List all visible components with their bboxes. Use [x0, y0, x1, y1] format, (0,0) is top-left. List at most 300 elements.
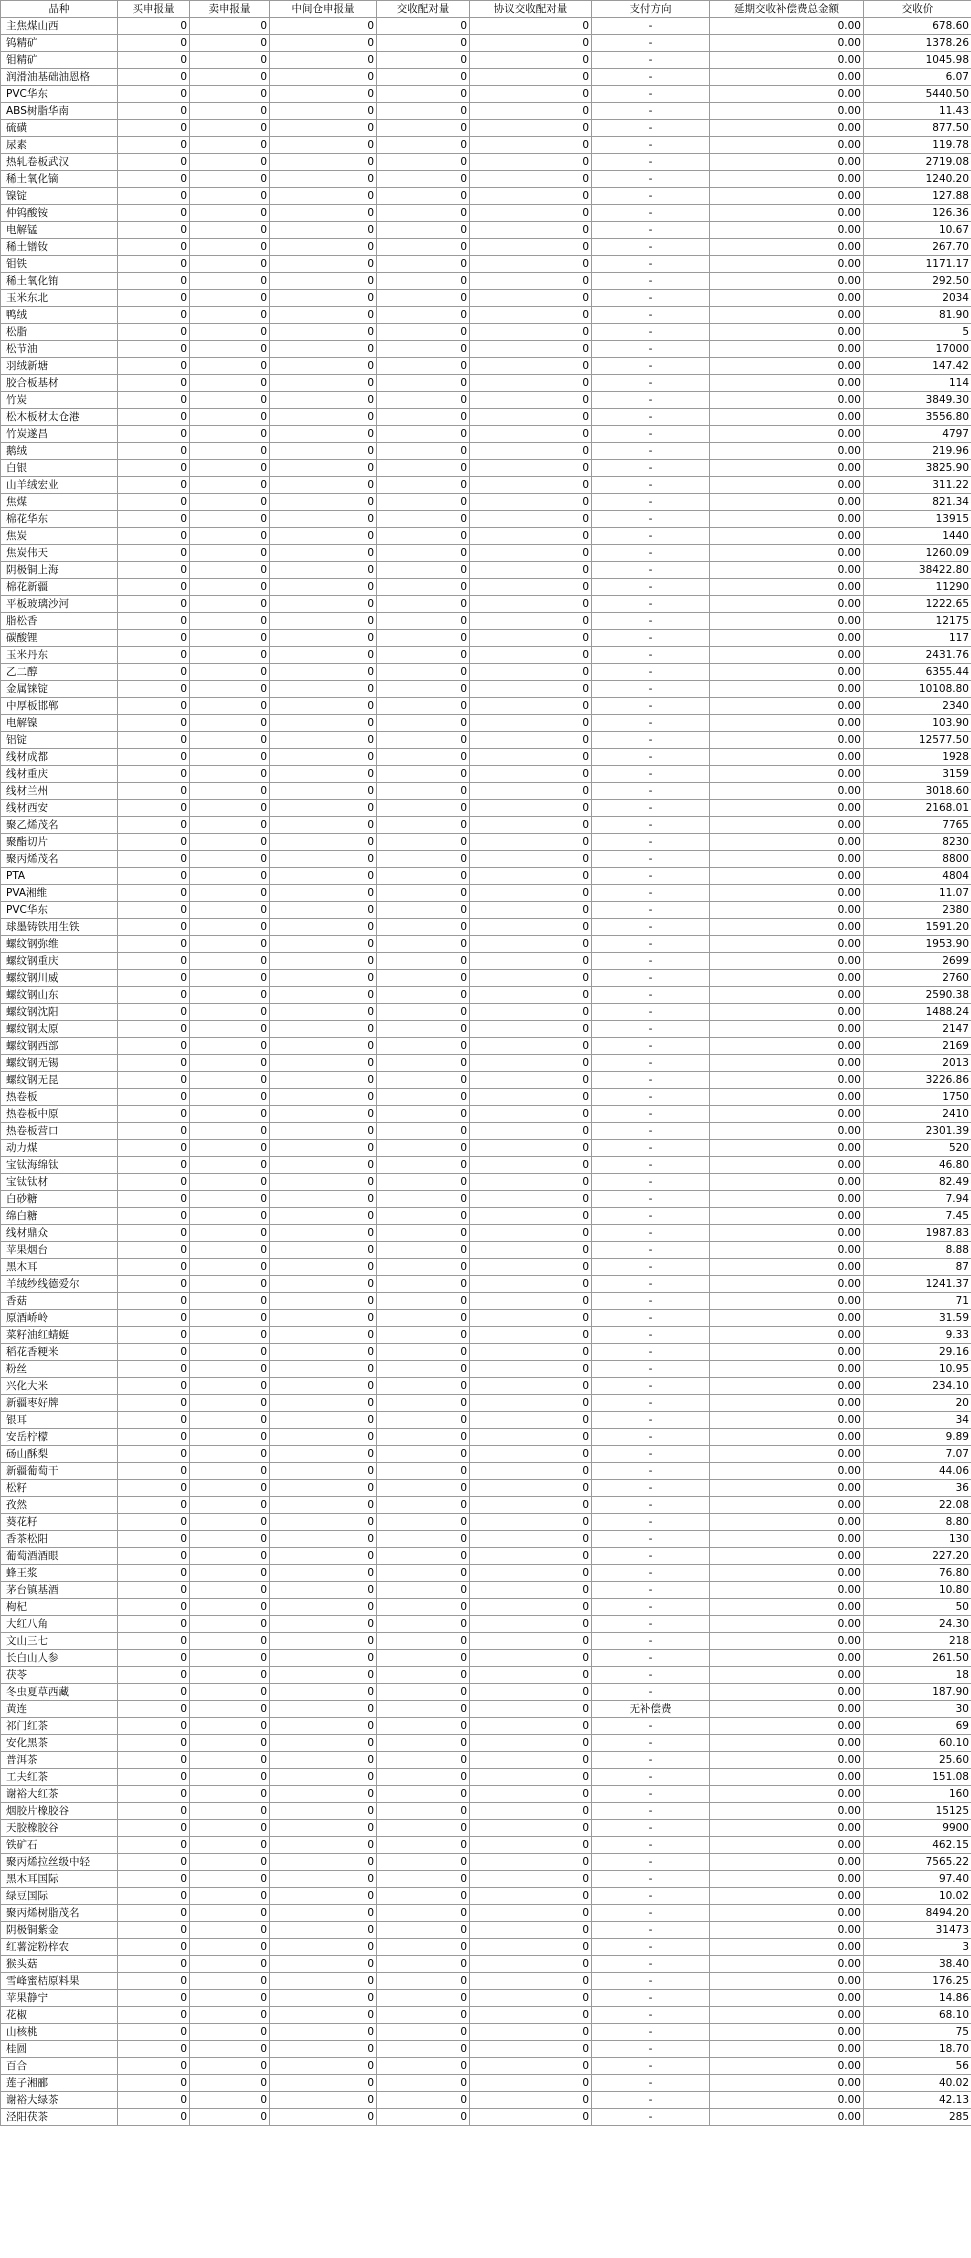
cell-variety: 兴化大米	[1, 1378, 118, 1395]
table-row	[1, 1446, 971, 1463]
cell-sell-declared: 0	[190, 1259, 270, 1276]
cell-buy-declared: 0	[118, 817, 190, 834]
table-row	[1, 732, 971, 749]
cell-buy-declared: 0	[118, 647, 190, 664]
cell-deferred-compensation: 0.00	[710, 1633, 864, 1650]
cell-agreement-matched: 0	[470, 1361, 592, 1378]
cell-delivery-matched: 0	[377, 1004, 470, 1021]
cell-payment-direction: -	[592, 1735, 710, 1752]
cell-delivery-price: 187.90	[864, 1684, 971, 1701]
cell-buy-declared: 0	[118, 1752, 190, 1769]
cell-buy-declared: 0	[118, 1225, 190, 1242]
cell-sell-declared: 0	[190, 154, 270, 171]
cell-intermediate-declared: 0	[270, 1055, 377, 1072]
cell-intermediate-declared: 0	[270, 1531, 377, 1548]
cell-intermediate-declared: 0	[270, 834, 377, 851]
cell-deferred-compensation: 0.00	[710, 953, 864, 970]
cell-agreement-matched: 0	[470, 86, 592, 103]
cell-payment-direction: -	[592, 1106, 710, 1123]
cell-payment-direction: -	[592, 1956, 710, 1973]
table-row	[1, 1548, 971, 1565]
cell-variety: 聚丙烯茂名	[1, 851, 118, 868]
cell-variety: 砀山酥梨	[1, 1446, 118, 1463]
cell-delivery-matched: 0	[377, 545, 470, 562]
cell-variety: 宝钛海绵钛	[1, 1157, 118, 1174]
table-row	[1, 1616, 971, 1633]
cell-intermediate-declared: 0	[270, 919, 377, 936]
cell-buy-declared: 0	[118, 1429, 190, 1446]
cell-delivery-matched: 0	[377, 290, 470, 307]
cell-delivery-matched: 0	[377, 2058, 470, 2075]
cell-variety: 中厚板邯郸	[1, 698, 118, 715]
cell-buy-declared: 0	[118, 205, 190, 222]
cell-agreement-matched: 0	[470, 919, 592, 936]
cell-delivery-price: 2760	[864, 970, 971, 987]
table-row	[1, 392, 971, 409]
table-row	[1, 1327, 971, 1344]
cell-intermediate-declared: 0	[270, 1225, 377, 1242]
cell-buy-declared: 0	[118, 1259, 190, 1276]
cell-delivery-matched: 0	[377, 1259, 470, 1276]
cell-variety: 百合	[1, 2058, 118, 2075]
cell-sell-declared: 0	[190, 1803, 270, 1820]
cell-deferred-compensation: 0.00	[710, 86, 864, 103]
cell-intermediate-declared: 0	[270, 1718, 377, 1735]
cell-sell-declared: 0	[190, 1089, 270, 1106]
cell-buy-declared: 0	[118, 1616, 190, 1633]
cell-delivery-price: 2301.39	[864, 1123, 971, 1140]
cell-sell-declared: 0	[190, 545, 270, 562]
cell-intermediate-declared: 0	[270, 749, 377, 766]
cell-buy-declared: 0	[118, 987, 190, 1004]
table-row	[1, 1361, 971, 1378]
cell-delivery-matched: 0	[377, 1973, 470, 1990]
cell-delivery-matched: 0	[377, 1905, 470, 1922]
cell-intermediate-declared: 0	[270, 1242, 377, 1259]
cell-variety: 铝锭	[1, 732, 118, 749]
cell-deferred-compensation: 0.00	[710, 1157, 864, 1174]
cell-intermediate-declared: 0	[270, 936, 377, 953]
table-row	[1, 596, 971, 613]
cell-payment-direction: -	[592, 596, 710, 613]
cell-payment-direction: -	[592, 749, 710, 766]
cell-payment-direction: -	[592, 1055, 710, 1072]
cell-agreement-matched: 0	[470, 1327, 592, 1344]
cell-variety: 棉花新疆	[1, 579, 118, 596]
cell-delivery-price: 97.40	[864, 1871, 971, 1888]
cell-payment-direction: -	[592, 2092, 710, 2109]
table-row	[1, 562, 971, 579]
cell-delivery-matched: 0	[377, 936, 470, 953]
cell-payment-direction: -	[592, 2024, 710, 2041]
table-row	[1, 1276, 971, 1293]
cell-intermediate-declared: 0	[270, 596, 377, 613]
cell-delivery-matched: 0	[377, 1752, 470, 1769]
table-row	[1, 375, 971, 392]
cell-intermediate-declared: 0	[270, 613, 377, 630]
cell-agreement-matched: 0	[470, 1735, 592, 1752]
cell-deferred-compensation: 0.00	[710, 307, 864, 324]
cell-sell-declared: 0	[190, 86, 270, 103]
cell-buy-declared: 0	[118, 885, 190, 902]
cell-payment-direction: -	[592, 341, 710, 358]
cell-variety: 棉花华东	[1, 511, 118, 528]
table-row	[1, 511, 971, 528]
cell-deferred-compensation: 0.00	[710, 1021, 864, 1038]
cell-deferred-compensation: 0.00	[710, 1531, 864, 1548]
cell-deferred-compensation: 0.00	[710, 1089, 864, 1106]
cell-payment-direction: -	[592, 1157, 710, 1174]
cell-delivery-price: 50	[864, 1599, 971, 1616]
cell-delivery-price: 10108.80	[864, 681, 971, 698]
cell-variety: 焦炭伟天	[1, 545, 118, 562]
cell-payment-direction: -	[592, 1599, 710, 1616]
cell-sell-declared: 0	[190, 1990, 270, 2007]
cell-intermediate-declared: 0	[270, 1820, 377, 1837]
table-row	[1, 324, 971, 341]
cell-agreement-matched: 0	[470, 1055, 592, 1072]
cell-delivery-price: 2719.08	[864, 154, 971, 171]
cell-delivery-matched: 0	[377, 817, 470, 834]
cell-delivery-matched: 0	[377, 1667, 470, 1684]
cell-variety: 螺纹钢太原	[1, 1021, 118, 1038]
cell-payment-direction: -	[592, 307, 710, 324]
cell-delivery-matched: 0	[377, 1378, 470, 1395]
cell-payment-direction: -	[592, 1905, 710, 1922]
cell-payment-direction: -	[592, 630, 710, 647]
cell-sell-declared: 0	[190, 579, 270, 596]
cell-intermediate-declared: 0	[270, 1837, 377, 1854]
cell-variety: 稀土氧化铕	[1, 273, 118, 290]
cell-variety: 阴极铜上海	[1, 562, 118, 579]
cell-deferred-compensation: 0.00	[710, 2058, 864, 2075]
table-row	[1, 52, 971, 69]
cell-buy-declared: 0	[118, 1021, 190, 1038]
cell-buy-declared: 0	[118, 1599, 190, 1616]
cell-agreement-matched: 0	[470, 1140, 592, 1157]
cell-delivery-price: 4797	[864, 426, 971, 443]
cell-agreement-matched: 0	[470, 1106, 592, 1123]
cell-payment-direction: -	[592, 1803, 710, 1820]
cell-delivery-price: 7765	[864, 817, 971, 834]
cell-deferred-compensation: 0.00	[710, 460, 864, 477]
cell-delivery-matched: 0	[377, 205, 470, 222]
cell-payment-direction: -	[592, 358, 710, 375]
cell-deferred-compensation: 0.00	[710, 800, 864, 817]
cell-sell-declared: 0	[190, 1939, 270, 1956]
table-row	[1, 545, 971, 562]
cell-intermediate-declared: 0	[270, 256, 377, 273]
table-row	[1, 715, 971, 732]
cell-sell-declared: 0	[190, 18, 270, 35]
table-row	[1, 2075, 971, 2092]
cell-buy-declared: 0	[118, 273, 190, 290]
cell-deferred-compensation: 0.00	[710, 1446, 864, 1463]
cell-intermediate-declared: 0	[270, 1497, 377, 1514]
cell-sell-declared: 0	[190, 1650, 270, 1667]
cell-agreement-matched: 0	[470, 817, 592, 834]
cell-delivery-price: 3018.60	[864, 783, 971, 800]
cell-variety: 谢裕大红茶	[1, 1786, 118, 1803]
table-row	[1, 137, 971, 154]
cell-intermediate-declared: 0	[270, 1871, 377, 1888]
cell-variety: 苹果烟台	[1, 1242, 118, 1259]
cell-delivery-price: 7565.22	[864, 1854, 971, 1871]
cell-agreement-matched: 0	[470, 1514, 592, 1531]
cell-variety: 聚酯切片	[1, 834, 118, 851]
cell-buy-declared: 0	[118, 1446, 190, 1463]
cell-payment-direction: -	[592, 460, 710, 477]
cell-delivery-price: 1240.20	[864, 171, 971, 188]
cell-sell-declared: 0	[190, 936, 270, 953]
table-row	[1, 188, 971, 205]
cell-sell-declared: 0	[190, 817, 270, 834]
cell-agreement-matched: 0	[470, 188, 592, 205]
cell-payment-direction: -	[592, 1242, 710, 1259]
cell-deferred-compensation: 0.00	[710, 732, 864, 749]
cell-sell-declared: 0	[190, 1820, 270, 1837]
cell-sell-declared: 0	[190, 239, 270, 256]
cell-agreement-matched: 0	[470, 885, 592, 902]
cell-variety: 聚丙烯树脂茂名	[1, 1905, 118, 1922]
cell-intermediate-declared: 0	[270, 1123, 377, 1140]
cell-agreement-matched: 0	[470, 1395, 592, 1412]
cell-sell-declared: 0	[190, 52, 270, 69]
cell-delivery-price: 292.50	[864, 273, 971, 290]
cell-payment-direction: -	[592, 834, 710, 851]
cell-intermediate-declared: 0	[270, 375, 377, 392]
col-header-payment-direction: 支付方向	[592, 1, 710, 18]
cell-sell-declared: 0	[190, 2075, 270, 2092]
cell-payment-direction: -	[592, 1225, 710, 1242]
cell-sell-declared: 0	[190, 1684, 270, 1701]
cell-deferred-compensation: 0.00	[710, 1123, 864, 1140]
cell-agreement-matched: 0	[470, 222, 592, 239]
cell-intermediate-declared: 0	[270, 1106, 377, 1123]
cell-variety: 稻花香粳米	[1, 1344, 118, 1361]
cell-delivery-matched: 0	[377, 18, 470, 35]
table-row	[1, 1599, 971, 1616]
cell-delivery-price: 127.88	[864, 188, 971, 205]
table-row	[1, 273, 971, 290]
cell-payment-direction: -	[592, 511, 710, 528]
cell-sell-declared: 0	[190, 953, 270, 970]
cell-sell-declared: 0	[190, 35, 270, 52]
cell-sell-declared: 0	[190, 256, 270, 273]
table-row	[1, 1208, 971, 1225]
cell-delivery-matched: 0	[377, 494, 470, 511]
cell-delivery-price: 4804	[864, 868, 971, 885]
cell-agreement-matched: 0	[470, 1854, 592, 1871]
cell-variety: 桂圆	[1, 2041, 118, 2058]
cell-buy-declared: 0	[118, 698, 190, 715]
cell-buy-declared: 0	[118, 494, 190, 511]
cell-delivery-matched: 0	[377, 2024, 470, 2041]
cell-delivery-matched: 0	[377, 579, 470, 596]
cell-payment-direction: -	[592, 324, 710, 341]
cell-sell-declared: 0	[190, 222, 270, 239]
cell-deferred-compensation: 0.00	[710, 1565, 864, 1582]
cell-intermediate-declared: 0	[270, 35, 377, 52]
cell-delivery-price: 285	[864, 2109, 971, 2126]
cell-variety: 工夫红茶	[1, 1769, 118, 1786]
cell-deferred-compensation: 0.00	[710, 1344, 864, 1361]
cell-intermediate-declared: 0	[270, 1633, 377, 1650]
cell-payment-direction: -	[592, 1327, 710, 1344]
cell-payment-direction: -	[592, 1021, 710, 1038]
cell-deferred-compensation: 0.00	[710, 1548, 864, 1565]
cell-payment-direction: -	[592, 1565, 710, 1582]
cell-agreement-matched: 0	[470, 1276, 592, 1293]
table-row	[1, 1344, 971, 1361]
cell-buy-declared: 0	[118, 1939, 190, 1956]
cell-variety: 线材鼎众	[1, 1225, 118, 1242]
col-header-variety: 品种	[1, 1, 118, 18]
cell-delivery-price: 1378.26	[864, 35, 971, 52]
cell-payment-direction: -	[592, 902, 710, 919]
cell-payment-direction: -	[592, 1072, 710, 1089]
cell-delivery-matched: 0	[377, 1038, 470, 1055]
cell-agreement-matched: 0	[470, 1072, 592, 1089]
cell-sell-declared: 0	[190, 1191, 270, 1208]
cell-delivery-price: 10.80	[864, 1582, 971, 1599]
cell-deferred-compensation: 0.00	[710, 1361, 864, 1378]
cell-deferred-compensation: 0.00	[710, 1667, 864, 1684]
cell-variety: 电解镍	[1, 715, 118, 732]
table-row	[1, 69, 971, 86]
cell-delivery-matched: 0	[377, 188, 470, 205]
cell-agreement-matched: 0	[470, 341, 592, 358]
cell-variety: 松籽	[1, 1480, 118, 1497]
cell-buy-declared: 0	[118, 1888, 190, 1905]
cell-delivery-price: 176.25	[864, 1973, 971, 1990]
cell-buy-declared: 0	[118, 715, 190, 732]
cell-delivery-matched: 0	[377, 86, 470, 103]
cell-delivery-matched: 0	[377, 154, 470, 171]
cell-delivery-price: 82.49	[864, 1174, 971, 1191]
cell-agreement-matched: 0	[470, 953, 592, 970]
cell-buy-declared: 0	[118, 256, 190, 273]
cell-sell-declared: 0	[190, 1174, 270, 1191]
cell-agreement-matched: 0	[470, 1990, 592, 2007]
table-row	[1, 1718, 971, 1735]
cell-agreement-matched: 0	[470, 392, 592, 409]
cell-delivery-price: 1222.65	[864, 596, 971, 613]
cell-delivery-matched: 0	[377, 902, 470, 919]
cell-intermediate-declared: 0	[270, 868, 377, 885]
table-row	[1, 426, 971, 443]
cell-variety: 线材西安	[1, 800, 118, 817]
cell-variety: 香茶松阳	[1, 1531, 118, 1548]
cell-delivery-price: 119.78	[864, 137, 971, 154]
cell-buy-declared: 0	[118, 528, 190, 545]
cell-variety: PVA湘维	[1, 885, 118, 902]
cell-intermediate-declared: 0	[270, 273, 377, 290]
cell-deferred-compensation: 0.00	[710, 1310, 864, 1327]
cell-intermediate-declared: 0	[270, 443, 377, 460]
table-row	[1, 103, 971, 120]
cell-intermediate-declared: 0	[270, 460, 377, 477]
cell-buy-declared: 0	[118, 1990, 190, 2007]
cell-payment-direction: -	[592, 2007, 710, 2024]
cell-variety: 玉米丹东	[1, 647, 118, 664]
cell-sell-declared: 0	[190, 324, 270, 341]
cell-delivery-matched: 0	[377, 511, 470, 528]
table-row	[1, 800, 971, 817]
cell-buy-declared: 0	[118, 1276, 190, 1293]
cell-payment-direction: -	[592, 171, 710, 188]
cell-variety: 钼精矿	[1, 52, 118, 69]
cell-delivery-matched: 0	[377, 1514, 470, 1531]
cell-delivery-matched: 0	[377, 1157, 470, 1174]
cell-payment-direction: -	[592, 1412, 710, 1429]
cell-delivery-matched: 0	[377, 1820, 470, 1837]
cell-variety: 黑木耳	[1, 1259, 118, 1276]
cell-variety: 热卷板中原	[1, 1106, 118, 1123]
cell-sell-declared: 0	[190, 698, 270, 715]
cell-agreement-matched: 0	[470, 1582, 592, 1599]
cell-delivery-price: 71	[864, 1293, 971, 1310]
cell-buy-declared: 0	[118, 35, 190, 52]
cell-agreement-matched: 0	[470, 426, 592, 443]
cell-variety: 金属铼锭	[1, 681, 118, 698]
cell-intermediate-declared: 0	[270, 205, 377, 222]
cell-payment-direction: -	[592, 1888, 710, 1905]
cell-agreement-matched: 0	[470, 1004, 592, 1021]
cell-variety: 线材重庆	[1, 766, 118, 783]
cell-buy-declared: 0	[118, 375, 190, 392]
table-row	[1, 902, 971, 919]
cell-variety: 天胶橡胶谷	[1, 1820, 118, 1837]
cell-deferred-compensation: 0.00	[710, 341, 864, 358]
cell-agreement-matched: 0	[470, 987, 592, 1004]
cell-buy-declared: 0	[118, 137, 190, 154]
cell-intermediate-declared: 0	[270, 52, 377, 69]
cell-agreement-matched: 0	[470, 1259, 592, 1276]
cell-delivery-price: 877.50	[864, 120, 971, 137]
cell-sell-declared: 0	[190, 103, 270, 120]
cell-delivery-price: 13915	[864, 511, 971, 528]
cell-variety: 莲子湘郦	[1, 2075, 118, 2092]
cell-intermediate-declared: 0	[270, 1310, 377, 1327]
cell-sell-declared: 0	[190, 749, 270, 766]
cell-intermediate-declared: 0	[270, 86, 377, 103]
cell-deferred-compensation: 0.00	[710, 1803, 864, 1820]
cell-agreement-matched: 0	[470, 154, 592, 171]
table-row	[1, 1140, 971, 1157]
cell-variety: 山核桃	[1, 2024, 118, 2041]
cell-payment-direction: -	[592, 1786, 710, 1803]
cell-delivery-price: 20	[864, 1395, 971, 1412]
cell-delivery-matched: 0	[377, 1837, 470, 1854]
cell-payment-direction: -	[592, 817, 710, 834]
cell-agreement-matched: 0	[470, 120, 592, 137]
cell-intermediate-declared: 0	[270, 545, 377, 562]
cell-agreement-matched: 0	[470, 1123, 592, 1140]
cell-delivery-price: 1953.90	[864, 936, 971, 953]
cell-sell-declared: 0	[190, 1038, 270, 1055]
cell-delivery-matched: 0	[377, 1990, 470, 2007]
cell-payment-direction: -	[592, 1718, 710, 1735]
table-row	[1, 953, 971, 970]
cell-variety: 白银	[1, 460, 118, 477]
cell-intermediate-declared: 0	[270, 477, 377, 494]
cell-agreement-matched: 0	[470, 1599, 592, 1616]
cell-deferred-compensation: 0.00	[710, 1599, 864, 1616]
cell-payment-direction: -	[592, 1123, 710, 1140]
cell-buy-declared: 0	[118, 1361, 190, 1378]
cell-delivery-price: 3226.86	[864, 1072, 971, 1089]
